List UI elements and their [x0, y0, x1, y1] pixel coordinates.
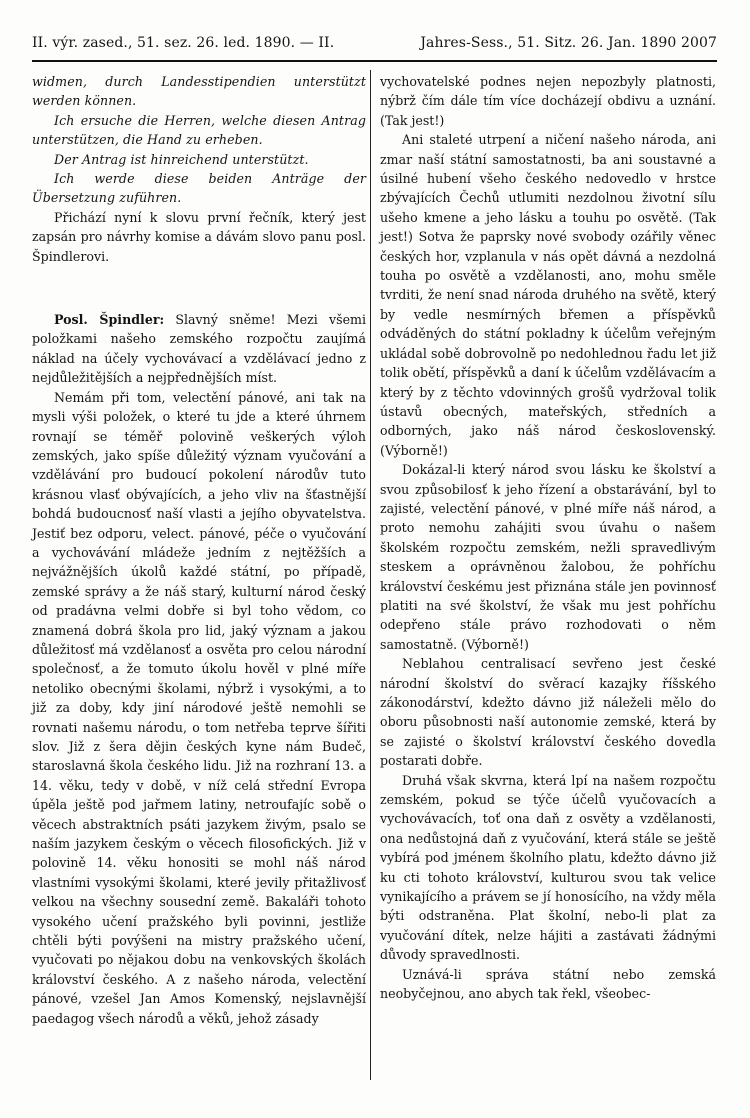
- paragraph-fraktur-3: Der Antrag ist hinreichend unterstützt.: [54, 151, 309, 167]
- running-header: [32, 35, 717, 57]
- speaker-name: Posl. Špindler:: [54, 312, 165, 328]
- column-divider: [370, 70, 371, 1080]
- paragraph-fraktur-1: widmen, durch Landesstipendien unterstützt werden können.: [32, 74, 366, 109]
- paragraph-speech-main: Nemám při tom, velectění pánové, ani tak na mysli výši položek, o které tu jde a které úhrnem rovnají se téměř polovině veškerých výloh zemských, jako spíše důležitý význam vyučování a vzdělávání pro budoucí pokolení národův tuto krásnou vlasť obývajících, a jeho vliv na šťastnější bohdá budoucnosť naší vlasti a jejího obyvatelstva. Jestiť bez odporu, velect. pánové, péče o vyučování a vychovávání mládeže jedním z nejtěžších a nejvážnějších úkolů každé státní, po případě, zemské správy a že náš starý, kulturní národ český od pradávna velmi dobře si byl toho vědom, co znamená dobrá škola pro lid, jaký význam a jakou důležitosť má vzdělanosť a osvěta pro celou národní společnosť, a že tomuto úkolu hověl v plné míře netoliko obecnými školami, nýbrž i vysokými, a to již za doby, kdy jiní národové ještě nemohli se rovnati našemu národu, o tom netřeba teprve šířiti slov. Již z šera dějin českých kyne nám Budeč, staroslavná škola českého lidu. Již na rozhraní 13. a 14. věku, tedy v době, v níž celá střední Evropa úpěla ještě pod jařmem latiny, netroufajíc sobě o věcech abstraktních psáti jazykem živým, psalo se naším jazykem českým o věcech filosofických. Již v polovině 14. věku honositi se mohl náš národ vlastními vysokými školami, které jevily přitažlivosť velkou na všechny sousední země. Bakaláři tohoto vysokého učení pražského byli povinni, jestliže chtěli býti povýšeni na mistry pražského učení, vyučovati po nějakou dobu na venkovských školách království českého. A z našeho národa, velectění pánové, vzešel Jan Amos Komenský, nejslavnější paedagog všech národů a věků, jehož zásady: [32, 389, 366, 1026]
- paragraph-right-5: Druhá však skvrna, která lpí na našem rozpočtu zemském, pokud se týče účelů vyučovacích a vychovávacích, toť ona daň z osvěty a vzdělanosti, ona nedůstojná daň z vyučování, která stále se ještě vybírá pod jménem školního platu, kdežto dávno již ku cti tohoto království, kulturou svou tak velice vynikajícího a právem se jí honosícího, na vždy měla býti odstraněna. Plat školní, nebo-li plat za vyučování dítek, nelze hájiti a zastávati žádnými důvody spravedlnosti.: [380, 772, 716, 963]
- paragraph-chair: Přichází nyní k slovu první řečník, který jest zapsán pro návrhy komise a dávám slovo panu posl. Špindlerovi.: [32, 209, 366, 264]
- right-column: [380, 72, 716, 1004]
- paragraph-right-6: Uznává-li správa státní nebo zemská neobyčejnou, ano abych tak řekl, všeobec-: [380, 966, 716, 1002]
- paragraph-fraktur-2: Ich ersuche die Herren, welche diesen Antrag unterstützen, die Hand zu erheben.: [32, 112, 366, 148]
- paragraph-right-3: Dokázal-li který národ svou lásku ke školství a svou způsobilosť k jeho řízení a obstarávání, byl to zajisté, velectění pánové, v plné míře náš národ, a proto nemohu zahájiti svou úvahu o našem školském rozpočtu zemském, nežli spravedlivým steskem a oprávněnou žalobou, že pohříchu království českému jest přiznána stále jen povinnosť platiti na své školství, že však mu jest pohříchu odepřeno stále právo rozhodovati o něm samostatně. (Výborně!): [380, 462, 716, 652]
- header-rule: [32, 60, 717, 62]
- paragraph-speech-open: Posl. Špindler: Slavný sněme! Mezi všemi položkami našeho zemského rozpočtu zaujímá náklad na účely vychovávací a vzdělávací jedno z nejdůležitějších a nejpřednějších míst.: [32, 312, 366, 386]
- paragraph-right-2: Ani staleté utrpení a ničení našeho národa, ani zmar naší státní samostatnosti, ba ani soustavné a úsilné hubení všeho českého nedovedlo v hrstce zbývajících Čechů utlumiti nezdolnou životní sílu ušeho kmene a jeho lásku a touhu po osvětě. (Tak jest!) Sotva že paprsky nové svobody ozářily věnec českých hor, vzplanula v nás opět dávná a nezdolná touha po osvětě a vzdělanosti, ano, mohu směle tvrditi, že není snad národa druhého na světě, který by vedle nesmírných břemen a příspěvků odváděných do státní pokladny k účelům veřejným ukládal sobě dobrovolně po nedohlednou řadu let již tolik obětí, příspěvků a daní k účelům vzdělávacím a který by z těchto vdovinných grošů vydržoval tolik ústavů obecných, mateřských, středních a odborných, jako náš národ československý. (Výborně!): [380, 132, 716, 458]
- header-german: Jahres-Sess., 51. Sitz. 26. Jan. 1890 2007: [420, 35, 717, 51]
- left-column: [32, 72, 366, 1028]
- header-czech: II. výr. zased., 51. sez. 26. led. 1890. — II.: [32, 35, 335, 51]
- paragraph-right-1: vychovatelské podnes nejen nepozbyly platnosti, nýbrž čím dále tím více docházejí obdivu a uznání. (Tak jest!): [380, 74, 716, 128]
- paragraph-gap: [32, 266, 366, 310]
- paragraph-right-4: Neblahou centralisací sevřeno jest české národní školství do svěrací kazajky říšského zákonodárství, kdežto dávno již náleželi mělo do oboru působnosti naší autonomie zemské, která by se zajisté o školství království českého dovedla postarati dobře.: [380, 656, 716, 769]
- paragraph-fraktur-4: Ich werde diese beiden Anträge der Übersetzung zuführen.: [32, 171, 366, 206]
